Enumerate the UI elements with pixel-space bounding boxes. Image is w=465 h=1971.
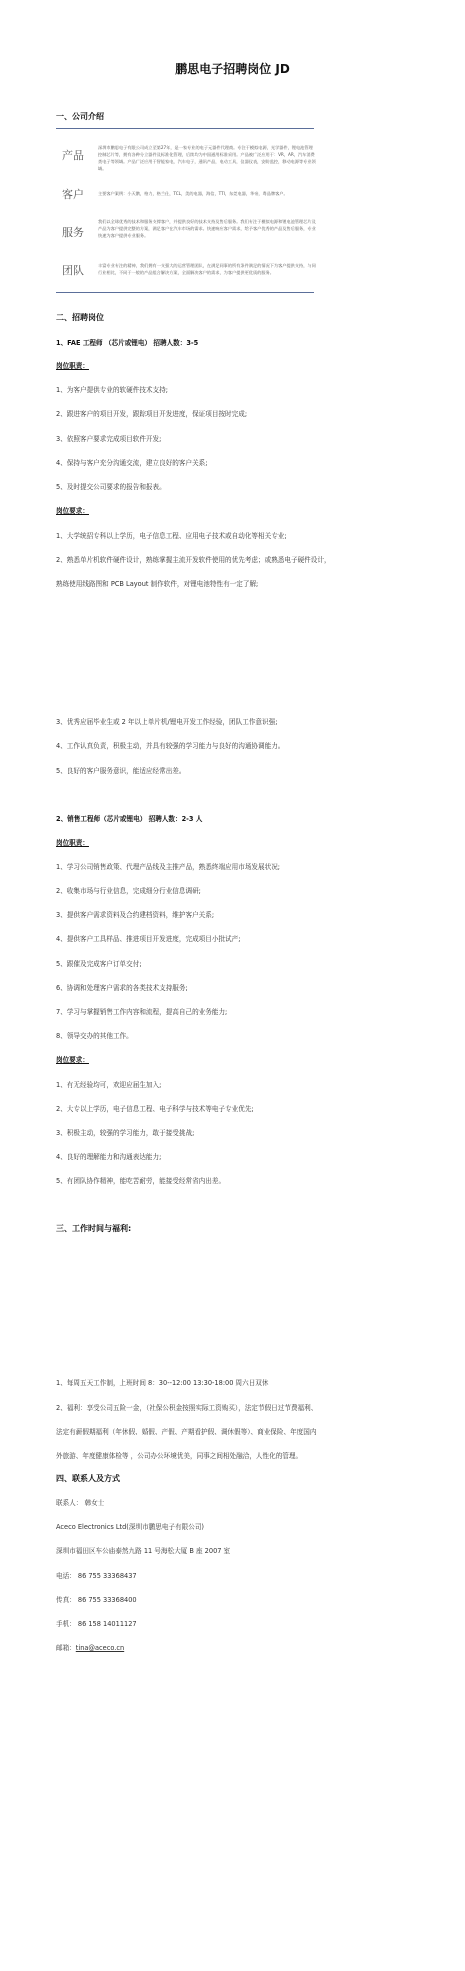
job1-title: 1、FAE 工程师 （芯片或锂电） 招聘人数：3-5 — [56, 339, 199, 347]
list-item: 1、为客户提供专业的软硬件技术支持; — [56, 386, 168, 394]
list-item: 1、学习公司销售政策、代理产品线及主推产品，熟悉终端应用市场发展状况; — [56, 863, 281, 871]
list-item: 2、熟悉单片机软件硬件设计，熟练掌握主流开发软件使用的优先考虑；或熟悉电子硬件设计， — [56, 556, 331, 564]
email-link[interactable]: tina@aceco.cn — [75, 1644, 125, 1652]
work-line: 法定有薪假期福利（年休假、婚假、产假、产期看护假、调休假等）、商业保险、年度国内 — [56, 1428, 317, 1436]
products-label: 产品 — [62, 149, 84, 162]
job2-req-label: 岗位要求： — [56, 1056, 89, 1064]
clients-label: 客户 — [62, 188, 84, 201]
email-label: 邮箱： — [56, 1644, 76, 1652]
products-text: 深圳市鹏思电子有限公司成立至第27年，是一家专业的电子元器件代理商。专注于模拟电源，光学器件，锂电池管理控制芯片等，拥有各种分立器件及标准化管理，后续均为中国通用标准采用。产品被广泛应用于：VR，AR，汽车消费类电子等领域。产品广泛应用于智能家电，汽车电子，通讯产品，电动工具，仪器仪表，安防监控，移动电源等专业领域。 — [98, 145, 316, 171]
list-item: 4、提供客户工具样品、推进项目开发进度，完成项目小批试产; — [56, 935, 241, 943]
list-item: 4、良好的理解能力和沟通表达能力; — [56, 1153, 162, 1161]
list-item: 2、大专以上学历，电子信息工程、电子科学与技术等电子专业优先; — [56, 1105, 254, 1113]
list-item: 5、及时提交公司要求的报告和报表。 — [56, 483, 166, 491]
list-item: 4、保持与客户充分沟通交流，建立良好的客户关系; — [56, 459, 208, 467]
contact-email-row — [56, 1642, 124, 1652]
list-item: 7、学习与掌握销售工作内容和流程，提高自己的业务能力; — [56, 1008, 228, 1016]
page-title: 鹏思电子招聘岗位 JD — [175, 62, 290, 76]
contact-address: 深圳市福田区车公庙泰然九路 11 号海松大厦 B 座 2007 室 — [56, 1547, 231, 1555]
clients-text: 主要客户案例：小天鹅，格力，格兰仕，TCL，美的电器，海信，TTI，东莞电器，华帝，粤品牌客户。 — [98, 191, 288, 196]
service-text: 我们以全球优秀的技术和服务支撑客户，并提供良好的技术支持及售后服务。我们专注于模拟电源和锂电池管理芯片及产品为客户提供完整的方案，满足客户在汽车市场的需求。快速响应客户需求，给予客户优秀的产品及售后服务，专业快速为客户提供专业服务。 — [98, 219, 316, 238]
job1-req-label: 岗位要求： — [56, 507, 89, 515]
job2-title: 2、销售工程师（芯片或锂电） 招聘人数：2-3 人 — [56, 815, 203, 823]
list-item: 4、工作认真负责，积极主动，并具有较强的学习能力与良好的沟通协调能力。 — [56, 742, 285, 750]
list-item: 3、积极主动，较强的学习能力，敢于接受挑战; — [56, 1129, 195, 1137]
list-item: 5、良好的客户服务意识，能适应经常出差。 — [56, 767, 186, 775]
list-item: 熟练使用线路图和 PCB Layout 制作软件，对锂电池特性有一定了解; — [56, 580, 259, 588]
list-item: 6、协调和处理客户需求的各类技术支持服务; — [56, 984, 188, 992]
work-line: 2、福利：享受公司五险一金，（社保公积金按照实际工资购买），法定节假日过节费福利、 — [56, 1404, 318, 1412]
card-top-rule — [56, 128, 314, 129]
work-line: 1、每周五天工作制，上班时间 8：30--12:00 13:30-18:00 周六日双休 — [56, 1379, 269, 1387]
contact-fax: 传真： 86 755 33368400 — [56, 1596, 137, 1604]
list-item: 3、提供客户需求资料及合约建档资料，维护客户关系; — [56, 911, 215, 919]
contact-heading: 四、联系人及方式 — [56, 1474, 120, 1483]
list-item: 5、有团队协作精神，能吃苦耐劳，能接受经常省内出差。 — [56, 1177, 226, 1185]
service-label: 服务 — [62, 226, 84, 239]
list-item: 1、大学统招专科以上学历，电子信息工程、应用电子技术或自动化等相关专业; — [56, 532, 287, 540]
list-item: 2、跟进客户的项目开发，跟踪项目开发进度，保证项目按时完成; — [56, 410, 248, 418]
work-heading: 三、工作时间与福利: — [56, 1224, 132, 1233]
list-item: 8、领导交办的其他工作。 — [56, 1032, 133, 1040]
company-heading: 一、公司介绍 — [56, 112, 104, 121]
list-item: 3、优秀应届毕业生或 2 年以上单片机/锂电开发工作经验，团队工作意识强; — [56, 718, 278, 726]
jobs-heading: 二、招聘岗位 — [56, 313, 104, 322]
job2-duties-label: 岗位职责： — [56, 839, 89, 847]
contact-company: Aceco Electronics Ltd(深圳市鹏思电子有限公司) — [56, 1523, 204, 1531]
list-item: 3、依照客户要求完成项目软件开发; — [56, 435, 162, 443]
card-bottom-rule — [56, 292, 314, 293]
job1-duties-label: 岗位职责： — [56, 362, 89, 370]
contact-phone: 电话： 86 755 33368437 — [56, 1572, 137, 1580]
work-line: 外旅游、年度健康体检等 ，公司办公环境优美，同事之间相处融洽，人性化的管理。 — [56, 1452, 303, 1460]
contact-mobile: 手机： 86 158 14011127 — [56, 1620, 137, 1628]
list-item: 1、有无经验均可，欢迎应届生加入; — [56, 1081, 162, 1089]
team-label: 团队 — [62, 264, 84, 277]
contact-person: 联系人： 韩女士 — [56, 1499, 105, 1507]
list-item: 5、跟催及完成客户订单交付; — [56, 960, 142, 968]
team-text: 丰富专业专注的精神，我们拥有一支强大的运营管理团队，在满足同事的所有条件满足的情况下为客户提供支持，与同行业相比，不同于一般的产品组合解决方案，全面解决客户的需求，为客户提供更优质的服务。 — [98, 263, 316, 275]
list-item: 2、收集市场与行业信息，完成细分行业信息调研; — [56, 887, 201, 895]
